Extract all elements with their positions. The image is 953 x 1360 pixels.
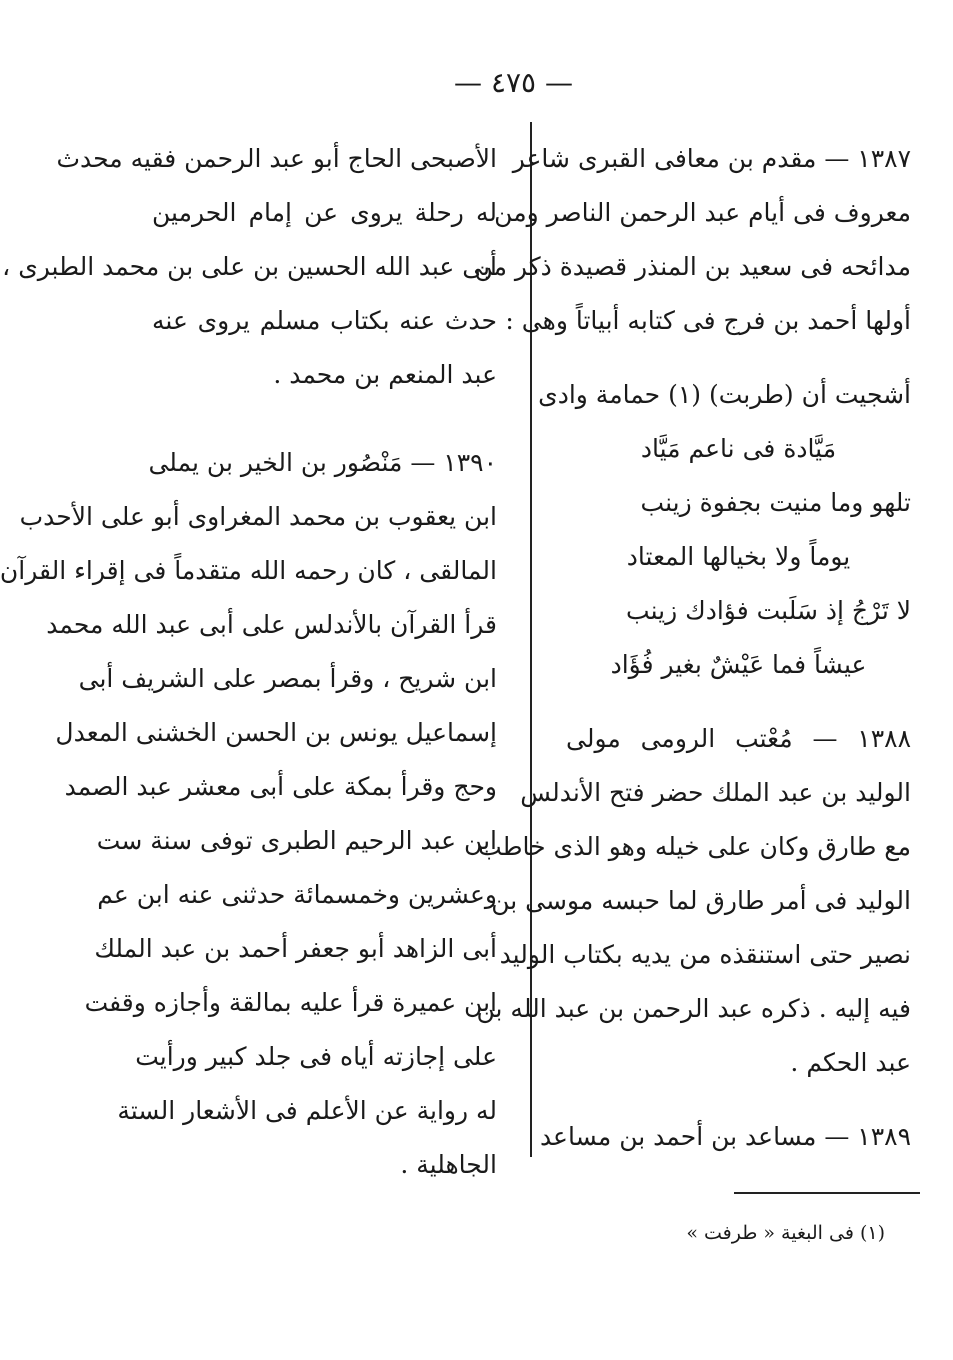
poem-verse: مَيَّادة فى ناعم مَيَّاد: [640, 434, 837, 463]
text-line: معروف فى أيام عبد الرحمن الناصر ومن: [494, 198, 911, 227]
text-line: إسماعيل يونس بن الحسن الخشنى المعدل: [55, 718, 497, 747]
text-line: له رحلة يروى عن إمام الحرمين: [152, 198, 497, 227]
left-column: [0, 132, 497, 1192]
text-line: ابن عبد الرحيم الطبرى توفى سنة ست: [96, 826, 497, 855]
text-line: الجاهلية .: [400, 1150, 497, 1179]
text-line: الأصبحى الحاج أبو عبد الرحمن فقيه محدث: [56, 144, 497, 173]
poem-verse: أشجيت أن (طربت) (١) حمامة وادى: [538, 380, 911, 409]
text-line: قرأ القرآن بالأندلس على أبى عبد الله محمد: [46, 610, 497, 639]
footnote-divider: [734, 1192, 920, 1194]
entry-1389-heading: ١٣٨٩ — مساعد بن أحمد بن مساعد: [539, 1122, 911, 1151]
text-line: مع طارق وكان على خيله وهو الذى خاطب: [478, 832, 911, 861]
text-line: ابن عميرة قرأ عليه بمالقة وأجازه وقفت: [84, 988, 497, 1017]
text-line: أبى عبد الله الحسين بن على بن محمد الطبرى ،: [2, 252, 497, 281]
poem-verse: تلهو وما منيت بجفوة زينب: [640, 488, 911, 517]
text-line: الوليد بن عبد الملك حضر فتح الأندلس: [520, 778, 911, 807]
text-line: الوليد فى أمر طارق لما حبسه موسى بن: [491, 886, 911, 915]
text-line: عبد المنعم بن محمد .: [273, 360, 497, 389]
text-line: عبد الحكم .: [790, 1048, 911, 1077]
text-line: أبى الزاهد أبو جعفر أحمد بن عبد الملك: [94, 934, 497, 963]
entry-1388-heading: ١٣٨٨ — مُعْتب الرومى مولى: [566, 724, 911, 753]
text-line: وحج وقرأ بمكة على أبى معشر عبد الصمد: [64, 772, 497, 801]
text-line: على إجازته أياه فى جلد كبير ورأيت: [135, 1042, 497, 1071]
poem-verse: يوماً ولا بخيالها المعتاد: [626, 542, 851, 571]
entry-1390-heading: ١٣٩٠ — مَنْصُور بن الخير بن يملى: [148, 448, 497, 477]
text-line: ابن شريح ، وقرأ بمصر على الشريف أبى: [78, 664, 497, 693]
page-number: — ٤٧٥ —: [454, 66, 573, 99]
text-line: له رواية عن الأعلم فى الأشعار الستة: [117, 1096, 497, 1125]
text-line: أولها أحمد بن فرج فى كتابه أبياتاً وهى :: [505, 306, 911, 335]
text-line: وعشرين وخمسمائة حدثنى عنه ابن عم: [97, 880, 497, 909]
poem-verse: عيشاً فما عَيْشٌ بغير فُؤَاد: [610, 650, 867, 679]
entry-1387-heading: ١٣٨٧ — مقدم بن معافى القبرى شاعر: [512, 144, 911, 173]
text-line: نصير حتى استنقذه من يديه بكتاب الوليد: [499, 940, 911, 969]
text-line: ابن يعقوب بن محمد المغراوى أبو على الأحدب: [19, 502, 497, 531]
poem-verse: لا تَرْجُ إذ سَلَبت فؤادك زينب: [626, 596, 911, 625]
text-line: فيه إليه . ذكره عبد الرحمن بن عبد الله بن: [476, 994, 911, 1023]
text-line: مدائحه فى سعيد بن المنذر قصيدة ذكر من: [474, 252, 911, 281]
right-column: [474, 132, 911, 1164]
text-line: المالقى ، كان رحمه الله متقدماً فى إقراء القرآن: [0, 556, 497, 585]
text-line: حدث عنه بكتاب مسلم يروى عنه: [152, 306, 497, 335]
footnote: (١) فى البغية « طرفت »: [686, 1222, 885, 1244]
